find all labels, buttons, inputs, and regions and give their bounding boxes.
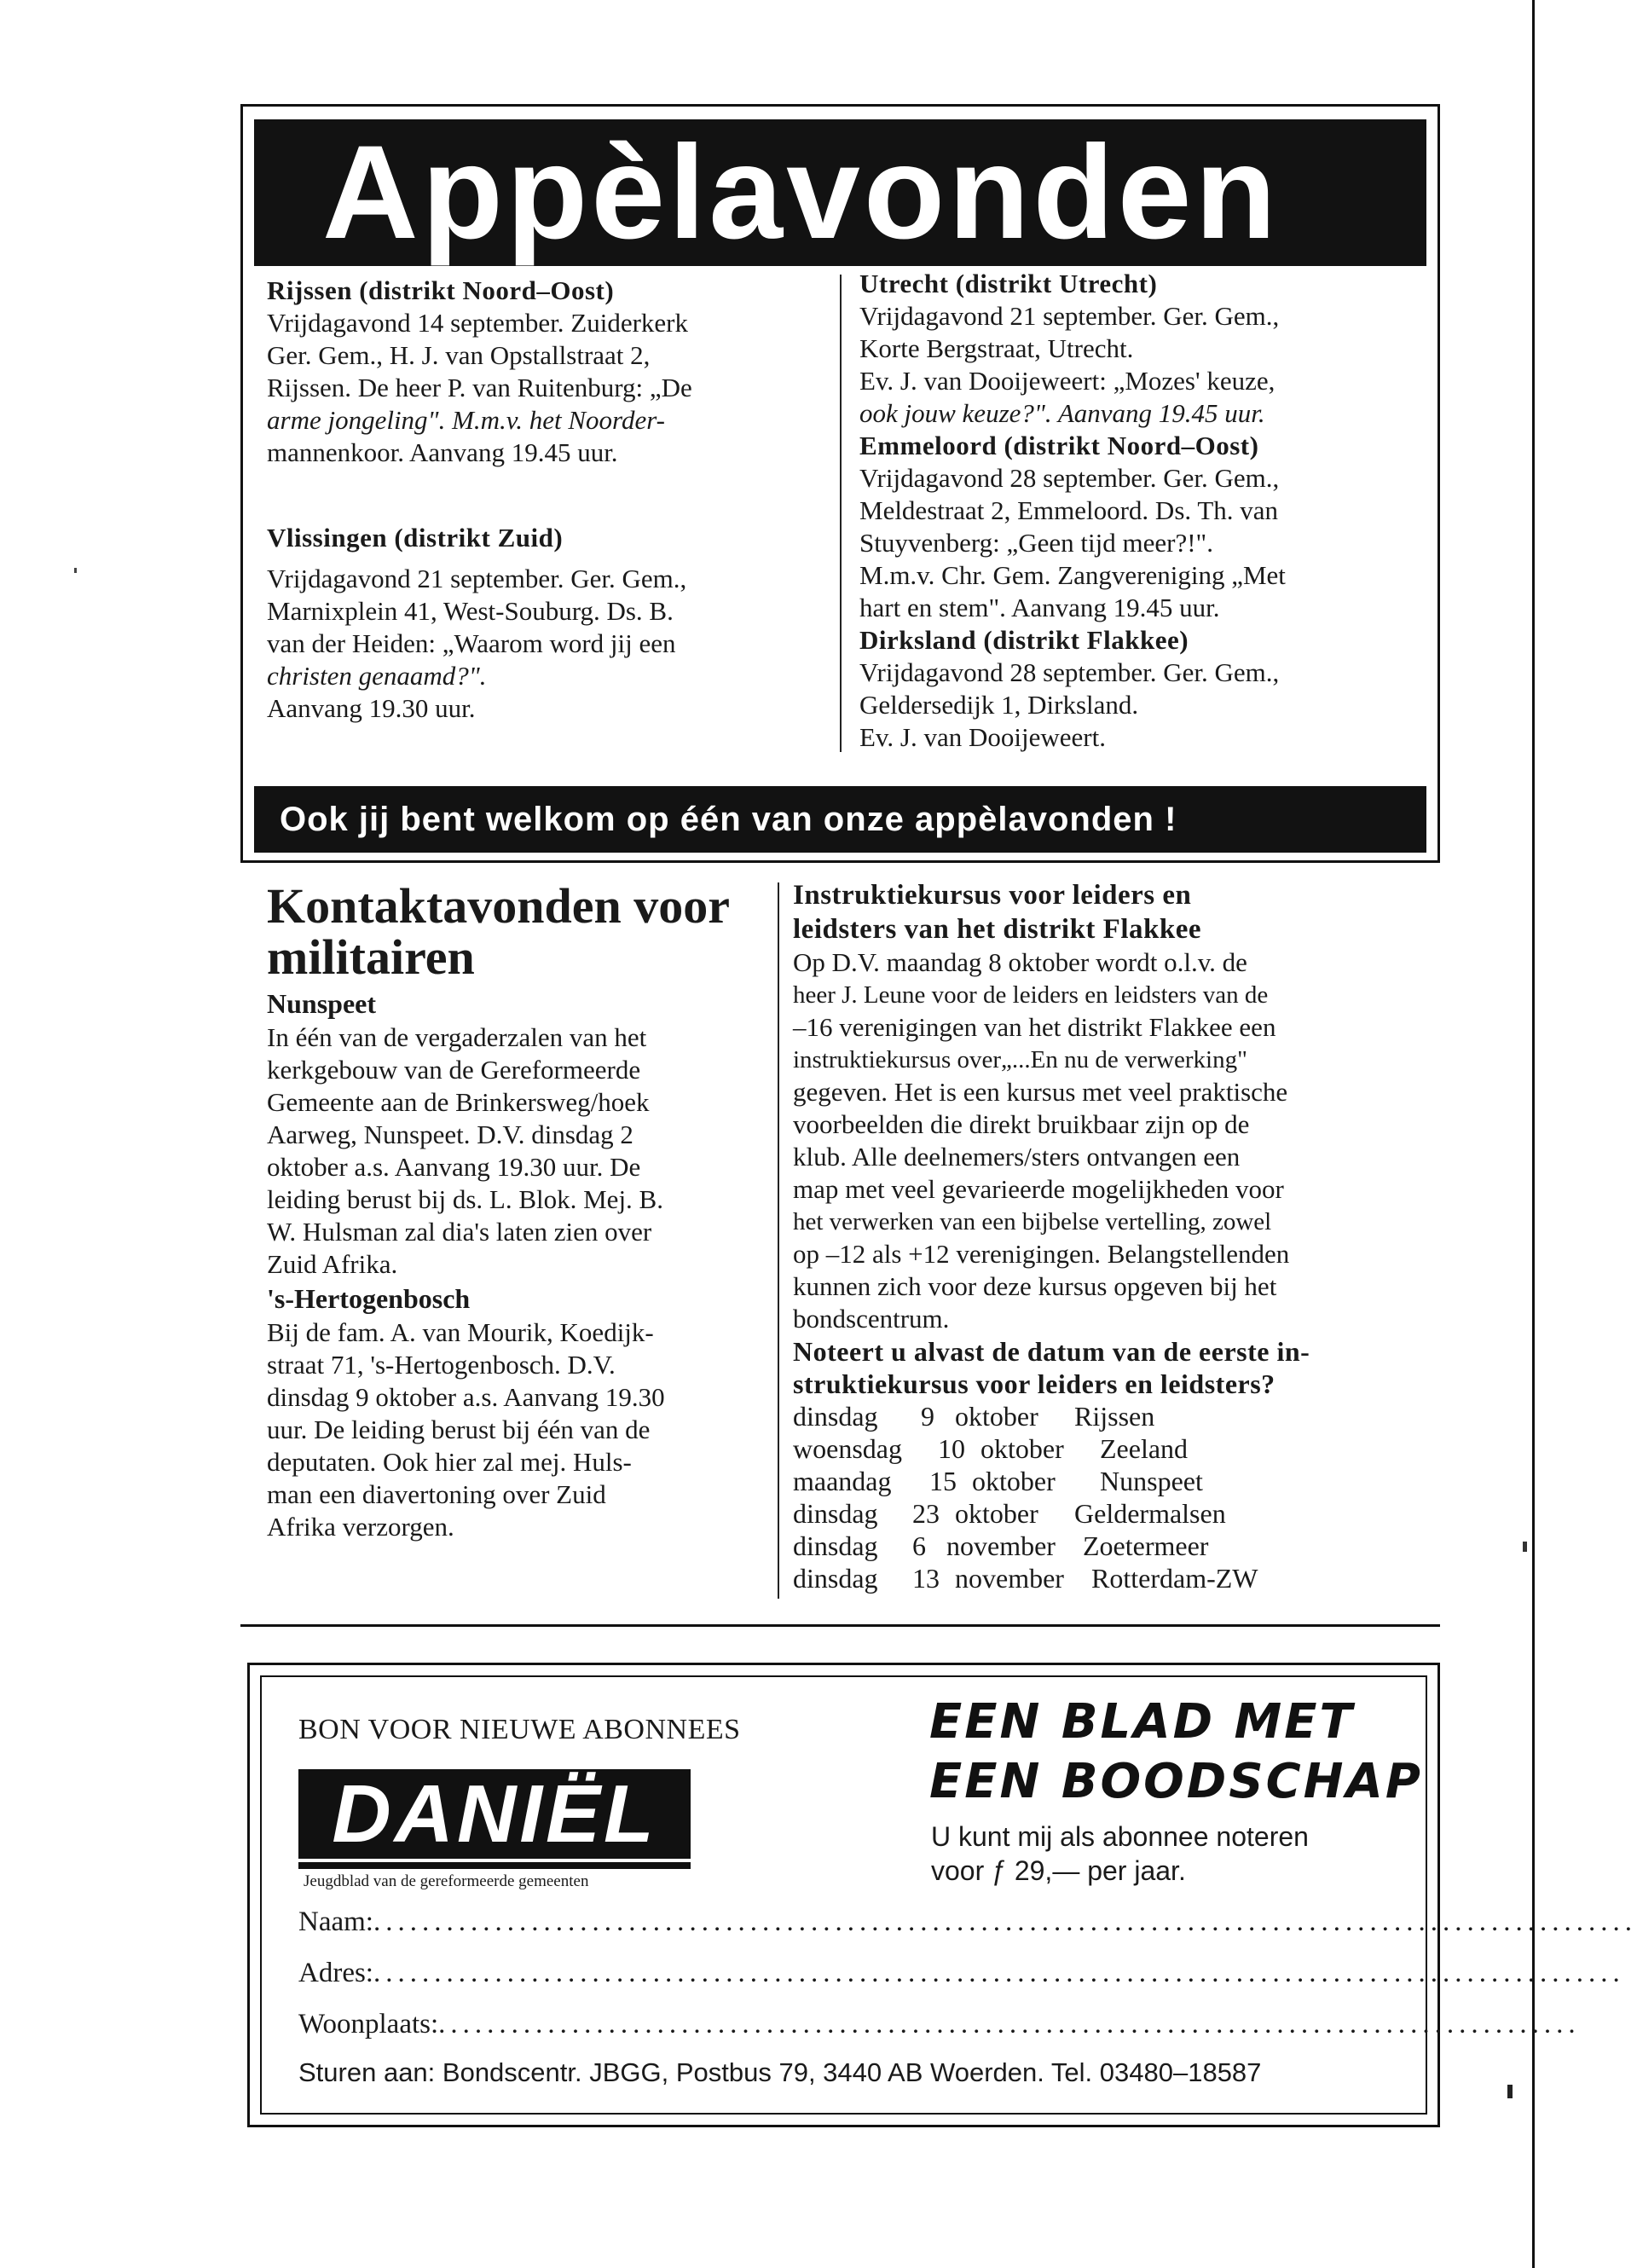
logo-underline — [298, 1862, 691, 1869]
date-row — [793, 1562, 1407, 1594]
instruktie-line: Op D.V. maandag 8 oktober wordt o.l.v. de — [793, 947, 1247, 977]
dirksland-heading: Dirksland (distrikt Flakkee) — [859, 625, 1189, 655]
rijssen-line: mannenkoor. Aanvang 19.45 uur. — [267, 437, 618, 467]
name-dots: ........................................................................................................ — [373, 1906, 1637, 1937]
city-label: Woonplaats: — [298, 2009, 439, 2039]
instruktie-line: –16 verenigingen van het distrikt Flakkee een — [793, 1012, 1276, 1042]
instruktie-line: klub. Alle deelnemers/sters ontvangen een — [793, 1142, 1241, 1172]
date-day: dinsdag — [793, 1530, 878, 1561]
date-list — [793, 1400, 1407, 1594]
vlissingen-line: Marnixplein 41, West-Souburg. Ds. B. — [267, 596, 674, 626]
vlissingen-heading: Vlissingen (distrikt Zuid) — [267, 523, 564, 553]
scan-mark — [1523, 1542, 1527, 1552]
offer-line: voor ƒ 29,— per jaar. — [931, 1855, 1186, 1886]
date-month: november — [955, 1563, 1064, 1594]
nunspeet-line: oktober a.s. Aanvang 19.30 uur. De — [267, 1152, 641, 1182]
welcome-banner: Ook jij bent welkom op één van onze appèlavonden ! — [254, 786, 1426, 853]
date-num: 13 — [912, 1563, 940, 1594]
nunspeet-line: W. Hulsman zal dia's laten zien over — [267, 1217, 652, 1247]
hertogenbosch-line: dinsdag 9 oktober a.s. Aanvang 19.30 — [267, 1382, 665, 1412]
offer-line: U kunt mij als abonnee noteren — [931, 1821, 1309, 1852]
emmeloord-heading: Emmeloord (distrikt Noord–Oost) — [859, 431, 1259, 460]
date-num: 9 — [921, 1401, 934, 1432]
nunspeet-line: leiding berust bij ds. L. Blok. Mej. B. — [267, 1184, 663, 1214]
date-row — [793, 1400, 1407, 1432]
rijssen-line: arme jongeling". M.m.v. het Noorder- — [267, 405, 665, 435]
utrecht-heading: Utrecht (distrikt Utrecht) — [859, 269, 1158, 298]
logo-subtitle: Jeugdblad van de gereformeerde gemeenten — [304, 1872, 589, 1890]
utrecht-line: ook jouw keuze?". Aanvang 19.45 uur. — [859, 398, 1265, 428]
nunspeet-line: Gemeente aan de Brinkersweg/hoek — [267, 1087, 650, 1117]
hertogenbosch-line: Afrika verzorgen. — [267, 1512, 454, 1542]
section-rule — [240, 1624, 1440, 1627]
date-month: oktober — [972, 1466, 1056, 1496]
utrecht-line: Ev. J. van Dooijeweert: „Mozes' keuze, — [859, 366, 1275, 396]
dirksland-line: Vrijdagavond 28 september. Ger. Gem., — [859, 657, 1280, 687]
dirksland-line: Ev. J. van Dooijeweert. — [859, 722, 1106, 752]
instruktie-line: instruktiekursus over„...En nu de verwerking" — [793, 1046, 1247, 1073]
kontakt-column — [267, 878, 778, 1543]
rijssen-line: Ger. Gem., H. J. van Opstallstraat 2, — [267, 340, 651, 370]
hertogenbosch-line: deputaten. Ook hier zal mej. Huls- — [267, 1447, 632, 1477]
date-day: woensdag — [793, 1433, 902, 1464]
name-field[interactable] — [298, 1905, 1637, 1939]
send-to-address: Sturen aan: Bondscentr. JBGG, Postbus 79, 3440 AB Woerden. Tel. 03480–18587 — [298, 2057, 1262, 2087]
date-num: 15 — [929, 1466, 957, 1496]
instruktie-line: kunnen zich voor deze kursus opgeven bij het — [793, 1271, 1277, 1301]
appel-left-column — [267, 275, 830, 725]
nunspeet-line: In één van de vergaderzalen van het — [267, 1022, 647, 1052]
scan-mark — [74, 568, 77, 573]
vlissingen-line: Vrijdagavond 21 september. Ger. Gem., — [267, 564, 687, 593]
instruktie-column — [793, 878, 1407, 1594]
address-label: Adres: — [298, 1958, 373, 1988]
nunspeet-line: kerkgebouw van de Gereformeerde — [267, 1055, 641, 1085]
instruktie-heading: Instruktiekursus voor leiders en — [793, 880, 1192, 911]
appelavonden-banner: Appèlavonden — [254, 119, 1426, 266]
middle-column-divider — [778, 882, 779, 1599]
date-place: Nunspeet — [1100, 1466, 1203, 1496]
emmeloord-line: M.m.v. Chr. Gem. Zangvereniging „Met — [859, 560, 1286, 590]
address-field[interactable] — [298, 1956, 1625, 1990]
utrecht-line: Korte Bergstraat, Utrecht. — [859, 333, 1134, 363]
rijssen-line: Vrijdagavond 14 september. Zuiderkerk — [267, 308, 688, 338]
vlissingen-line: Aanvang 19.30 uur. — [267, 693, 476, 723]
slogan-line: EEN BOODSCHAP — [929, 1754, 1423, 1809]
dirksland-line: Geldersedijk 1, Dirksland. — [859, 690, 1139, 720]
hertogenbosch-line: uur. De leiding berust bij één van de — [267, 1415, 651, 1444]
date-day: dinsdag — [793, 1401, 878, 1432]
vlissingen-line: van der Heiden: „Waarom word jij een — [267, 628, 676, 658]
daniel-logo: DANIËL — [298, 1769, 691, 1859]
date-row — [793, 1497, 1407, 1530]
name-label: Naam: — [298, 1906, 373, 1937]
date-day: dinsdag — [793, 1498, 878, 1529]
emmeloord-line: hart en stem". Aanvang 19.45 uur. — [859, 593, 1220, 622]
city-dots: .............................................................................................. — [438, 2009, 1581, 2039]
date-day: dinsdag — [793, 1563, 878, 1594]
date-place: Rotterdam-ZW — [1091, 1563, 1258, 1594]
date-place: Zoetermeer — [1083, 1530, 1209, 1561]
date-num: 10 — [938, 1433, 965, 1464]
coupon-header: BON VOOR NIEUWE ABONNEES — [298, 1714, 741, 1745]
date-row — [793, 1432, 1407, 1465]
appel-right-column — [859, 268, 1422, 754]
notice-heading: struktiekursus voor leiders en leidsters? — [793, 1368, 1275, 1399]
date-row — [793, 1465, 1407, 1497]
date-place: Zeeland — [1100, 1433, 1189, 1464]
emmeloord-line: Stuyvenberg: „Geen tijd meer?!". — [859, 528, 1213, 558]
hertogenbosch-line: straat 71, 's-Hertogenbosch. D.V. — [267, 1350, 616, 1380]
instruktie-line: voorbeelden die direkt bruikbaar zijn op de — [793, 1109, 1250, 1139]
utrecht-line: Vrijdagavond 21 september. Ger. Gem., — [859, 301, 1280, 331]
emmeloord-line: Meldestraat 2, Emmeloord. Ds. Th. van — [859, 495, 1279, 525]
date-place: Geldermalsen — [1074, 1498, 1226, 1529]
date-month: oktober — [955, 1401, 1038, 1432]
hertogenbosch-line: Bij de fam. A. van Mourik, Koedijk- — [267, 1317, 654, 1347]
rijssen-heading: Rijssen (distrikt Noord–Oost) — [267, 275, 615, 305]
address-dots: ....................................................................................................... — [373, 1958, 1625, 1988]
nunspeet-line: Aarweg, Nunspeet. D.V. dinsdag 2 — [267, 1120, 633, 1149]
date-month: oktober — [980, 1433, 1064, 1464]
instruktie-line: gegeven. Het is een kursus met veel praktische — [793, 1077, 1288, 1107]
kontakt-title: Kontaktavonden voor — [267, 878, 731, 934]
instruktie-line: bondscentrum. — [793, 1304, 950, 1334]
date-num: 23 — [912, 1498, 940, 1529]
date-day: maandag — [793, 1466, 892, 1496]
appel-column-divider — [840, 275, 842, 752]
slogan-line: EEN BLAD MET — [929, 1694, 1355, 1750]
instruktie-line: op –12 als +12 verenigingen. Belangstellenden — [793, 1239, 1290, 1269]
date-place: Rijssen — [1074, 1401, 1155, 1432]
date-month: november — [946, 1530, 1056, 1561]
nunspeet-line: Zuid Afrika. — [267, 1249, 398, 1279]
instruktie-line: het verwerken van een bijbelse vertelling, zowel — [793, 1208, 1272, 1235]
nunspeet-heading: Nunspeet — [267, 988, 377, 1019]
emmeloord-line: Vrijdagavond 28 september. Ger. Gem., — [859, 463, 1280, 493]
instruktie-line: map met veel gevarieerde mogelijkheden voor — [793, 1174, 1284, 1204]
kontakt-title: militairen — [267, 929, 475, 985]
date-num: 6 — [912, 1530, 926, 1561]
instruktie-line: heer J. Leune voor de leiders en leidsters van de — [793, 981, 1269, 1009]
date-month: oktober — [955, 1498, 1038, 1529]
rijssen-line: Rijssen. De heer P. van Ruitenburg: „De — [267, 373, 692, 402]
hertogenbosch-line: man een diavertoning over Zuid — [267, 1479, 606, 1509]
notice-heading: Noteert u alvast de datum van de eerste in- — [793, 1336, 1310, 1367]
city-field[interactable] — [298, 2007, 1581, 2041]
hertogenbosch-heading: 's-Hertogenbosch — [267, 1283, 471, 1314]
date-row — [793, 1530, 1407, 1562]
scan-mark — [1507, 2085, 1513, 2098]
instruktie-heading: leidsters van het distrikt Flakkee — [793, 914, 1201, 945]
vlissingen-line: christen genaamd?". — [267, 661, 487, 691]
